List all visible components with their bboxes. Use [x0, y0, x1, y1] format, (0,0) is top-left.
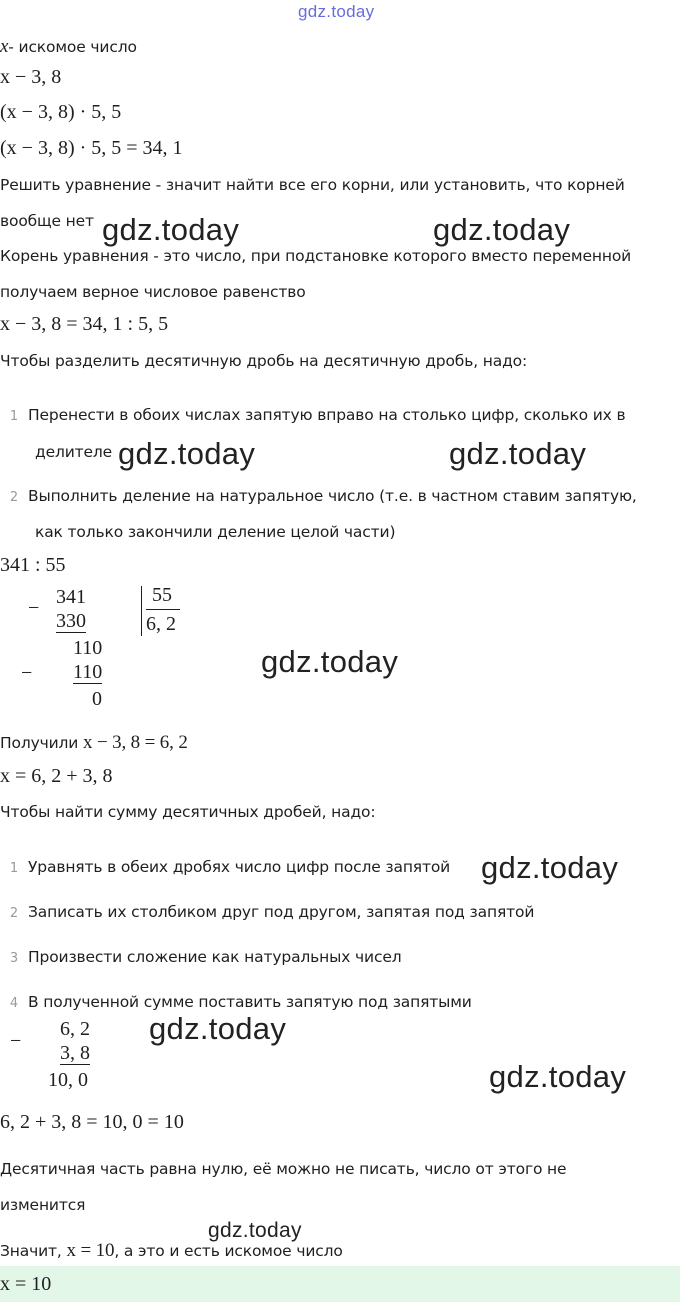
divisor: 55	[152, 584, 172, 606]
division-step-2	[4, 487, 637, 505]
decimal-note-line-1: Десятичная часть равна нулю, её можно не писать, число от этого не	[0, 1160, 567, 1178]
list-number: 3	[9, 951, 18, 966]
watermark: gdz.today	[449, 436, 587, 471]
watermark: gdz.today	[102, 212, 240, 247]
intro-variable: x	[0, 36, 9, 57]
result-line	[0, 732, 188, 754]
result-prefix: Получили	[0, 734, 79, 752]
quotient: 6, 2	[146, 613, 176, 635]
dividend: 341	[56, 586, 86, 608]
remainder-1: 110	[73, 637, 103, 659]
sum-rule-intro: Чтобы найти сумму десятичных дробей, надо:	[0, 803, 376, 821]
list-item-text: Выполнить деление на натуральное число (т.е. в частном ставим запятую,	[28, 487, 637, 505]
division-step-1-continued: делителе	[35, 443, 113, 461]
conclusion-prefix: Значит,	[0, 1242, 62, 1260]
sum-step-3	[4, 948, 401, 966]
list-item-text: Уравнять в обеих дробях число цифр после запятой	[28, 858, 451, 876]
conclusion-line	[0, 1240, 343, 1262]
division-step-2-continued: как только закончили деление целой части)	[35, 523, 396, 541]
subtrahend-1: 330	[56, 610, 86, 632]
conclusion-suffix: , а это и есть искомое число	[114, 1242, 343, 1260]
sum-step-4	[4, 993, 472, 1011]
list-number: 4	[9, 996, 18, 1011]
expression-3: (x − 3, 8) · 5, 5 = 34, 1	[0, 137, 183, 159]
list-number: 2	[9, 490, 18, 505]
definition-root-line-1: Корень уравнения - это число, при подстановке которого вместо переменной	[0, 247, 632, 265]
expression-2: (x − 3, 8) · 5, 5	[0, 101, 122, 123]
list-number: 1	[9, 409, 18, 424]
remainder-2: 0	[92, 688, 102, 710]
expression-6: x = 6, 2 + 3, 8	[0, 765, 113, 787]
sum-step-2	[4, 903, 534, 921]
watermark: gdz.today	[433, 212, 571, 247]
addend-2: 3, 8	[60, 1042, 90, 1064]
watermark: gdz.today	[208, 1219, 302, 1242]
division-bar-horizontal	[146, 609, 180, 610]
answer: x = 10	[0, 1273, 52, 1295]
addend-1: 6, 2	[60, 1018, 90, 1040]
list-item-text: Произвести сложение как натуральных чисел	[28, 948, 402, 966]
list-item-text: В полученной сумме поставить запятую под запятыми	[28, 993, 472, 1011]
sum-step-1	[4, 858, 450, 876]
division-step-1	[4, 406, 625, 424]
list-item-text: Перенести в обоих числах запятую вправо на столько цифр, сколько их в	[28, 406, 626, 424]
division-rule-intro: Чтобы разделить десятичную дробь на десятичную дробь, надо:	[0, 352, 528, 370]
definition-root-line-2: получаем верное числовое равенство	[0, 283, 306, 301]
expression-4: x − 3, 8 = 34, 1 : 5, 5	[0, 313, 169, 335]
intro-text: - искомое число	[8, 38, 137, 56]
watermark: gdz.today	[118, 436, 256, 471]
result-expression: x − 3, 8 = 6, 2	[83, 732, 188, 753]
definition-solve-line-1: Решить уравнение - значит найти все его корни, или установить, что корней	[0, 176, 625, 194]
minus-sign: −	[28, 597, 40, 619]
list-number: 1	[9, 861, 18, 876]
watermark: gdz.today	[489, 1059, 627, 1094]
sum-result: 10, 0	[48, 1069, 88, 1091]
decimal-note-line-2: изменится	[0, 1196, 86, 1214]
conclusion-math: x = 10	[66, 1240, 115, 1261]
answer-box	[0, 1266, 680, 1302]
list-number: 2	[9, 906, 18, 921]
watermark: gdz.today	[149, 1011, 287, 1046]
expression-5: 341 : 55	[0, 554, 66, 576]
watermark-top: gdz.today	[298, 2, 375, 21]
watermark: gdz.today	[261, 644, 399, 679]
list-item-text: Записать их столбиком друг под другом, запятая под запятой	[28, 903, 535, 921]
expression-7: 6, 2 + 3, 8 = 10, 0 = 10	[0, 1111, 184, 1133]
expression-1: x − 3, 8	[0, 66, 62, 88]
operation-sign: −	[10, 1030, 22, 1052]
minus-sign: −	[21, 662, 33, 684]
subtrahend-2: 110	[73, 661, 103, 683]
intro-line	[0, 36, 137, 58]
watermark: gdz.today	[481, 850, 619, 885]
division-bar-vertical	[141, 586, 142, 636]
definition-solve-line-2: вообще нет	[0, 212, 94, 230]
